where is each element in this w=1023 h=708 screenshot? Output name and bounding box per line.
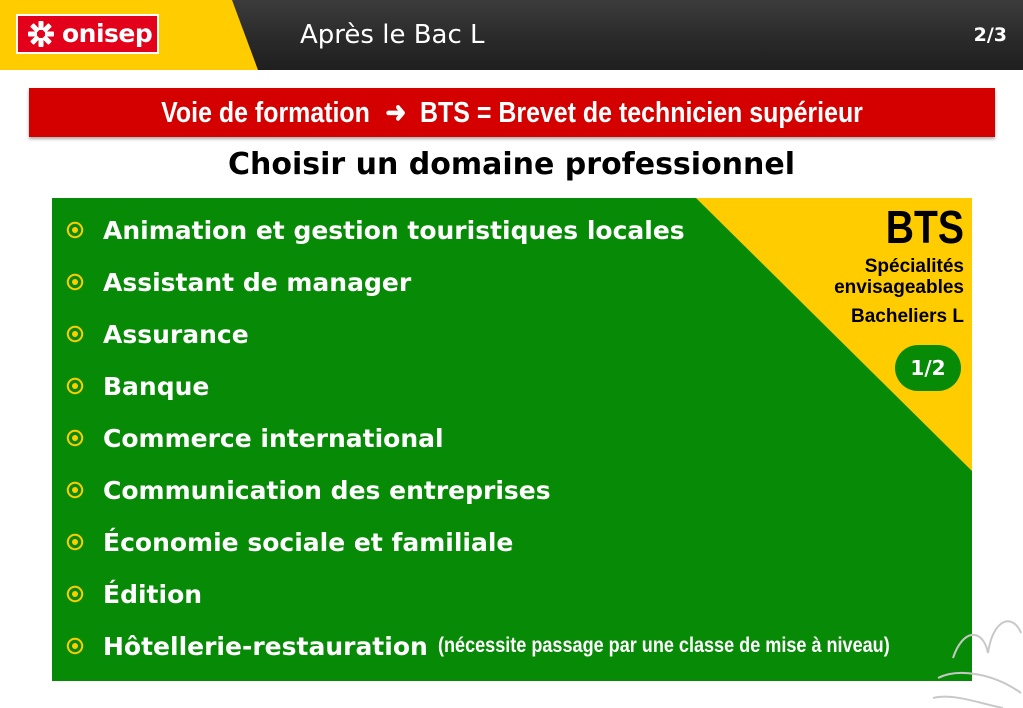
- circled-dot-icon: [66, 221, 84, 239]
- corner-line-3: Bacheliers L: [851, 306, 964, 327]
- formation-banner: [29, 88, 995, 137]
- onisep-star-icon: [24, 17, 58, 51]
- list-item: [52, 360, 963, 412]
- list-item-label: Économie sociale et familiale: [103, 527, 514, 557]
- bts-corner-title: BTS: [885, 201, 964, 253]
- corner-line-1: Spécialités: [864, 256, 964, 277]
- list-item: [52, 516, 963, 568]
- list-item: [52, 464, 963, 516]
- circled-dot-icon: [66, 585, 84, 603]
- list-item: [52, 412, 963, 464]
- list-item-label: Commerce international: [103, 423, 444, 453]
- list-item: [52, 256, 963, 308]
- list-item: [52, 568, 963, 620]
- list-item-label: Assistant de manager: [103, 267, 412, 297]
- circled-dot-icon: [66, 273, 84, 291]
- list-item-label: Assurance: [103, 319, 249, 349]
- circled-dot-icon: [66, 429, 84, 447]
- specialty-list: [52, 201, 964, 672]
- list-item-label: Hôtellerie-restauration: [103, 631, 428, 661]
- corner-line-2: envisageables: [834, 277, 964, 298]
- circled-dot-icon: [66, 377, 84, 395]
- circled-dot-icon: [66, 481, 84, 499]
- circled-dot-icon: [66, 637, 84, 655]
- list-item-label: Animation et gestion touristiques locales: [103, 215, 685, 245]
- list-item-label: Communication des entreprises: [103, 475, 551, 505]
- list-item: [52, 201, 964, 256]
- decorative-curves: [933, 598, 1023, 708]
- circled-dot-icon: [66, 325, 84, 343]
- banner-right-text: BTS = Brevet de technicien supérieur: [420, 97, 863, 129]
- onisep-logo[interactable]: [16, 14, 159, 54]
- list-item-note: (nécessite passage par une classe de mise à niveau): [437, 634, 890, 657]
- page-number: 2/3: [973, 24, 1007, 46]
- banner-left-text: Voie de formation: [161, 97, 370, 129]
- list-item-label: Édition: [103, 579, 203, 609]
- logo-text: onisep: [62, 19, 153, 48]
- list-item-label: Banque: [103, 371, 210, 401]
- page-title: Après le Bac L: [300, 20, 485, 50]
- banner-text: [161, 95, 863, 130]
- header-bar: [0, 0, 1023, 70]
- specialties-panel: [52, 198, 972, 681]
- arrow-right-icon: ➜: [385, 97, 407, 129]
- sub-page-badge: 1/2: [895, 345, 961, 391]
- list-item: [52, 308, 963, 360]
- list-item: [52, 620, 963, 672]
- circled-dot-icon: [66, 533, 84, 551]
- section-subtitle: Choisir un domaine professionnel: [227, 147, 796, 182]
